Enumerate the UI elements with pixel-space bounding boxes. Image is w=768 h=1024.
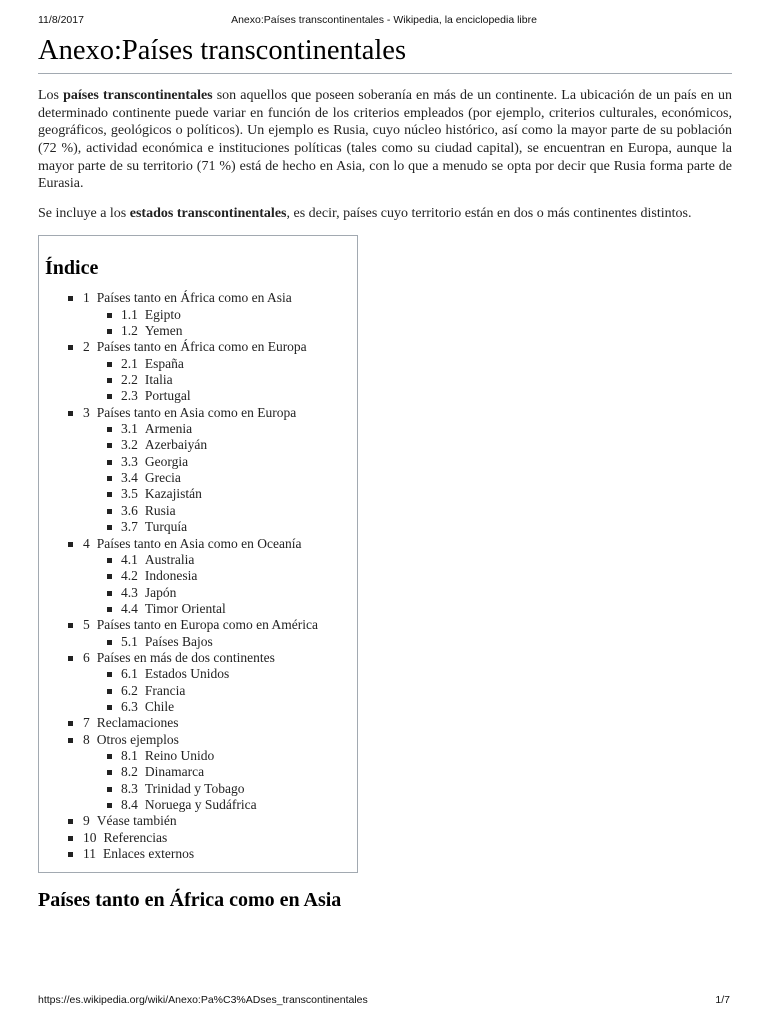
toc-item[interactable]: [39, 536, 357, 618]
toc-subitem[interactable]: [83, 764, 357, 780]
print-page-number: 1/7: [715, 994, 730, 1006]
toc-subitem-link[interactable]: Timor Oriental: [144, 600, 226, 616]
toc-item-link[interactable]: Países tanto en Asia como en Oceanía: [96, 535, 302, 551]
toc-subitem[interactable]: [83, 748, 357, 764]
toc-item[interactable]: [39, 617, 357, 650]
intro-text-start: Los: [38, 88, 64, 104]
print-date: 11/8/2017: [38, 14, 84, 26]
toc-sublist: [83, 666, 357, 715]
toc-item-link[interactable]: Países tanto en África como en Asia: [96, 290, 292, 306]
toc-item[interactable]: [39, 830, 357, 846]
toc-sublist: [83, 748, 357, 813]
table-of-contents: [38, 235, 358, 873]
toc-subitem-link[interactable]: Indonesia: [144, 568, 198, 584]
toc-subitem[interactable]: [83, 699, 357, 715]
toc-subitem-link[interactable]: Japón: [144, 584, 177, 600]
toc-subitem[interactable]: [83, 356, 357, 372]
toc-item-number: 7: [83, 715, 90, 731]
toc-sublist: [83, 307, 357, 340]
toc-subitem[interactable]: [83, 437, 357, 453]
toc-subitem-number: 4.4: [121, 600, 138, 616]
toc-sublist: [83, 421, 357, 535]
intro-bold-term: países transcontinentales: [63, 88, 213, 104]
toc-subitem-link[interactable]: Azerbaiyán: [144, 437, 208, 453]
toc-subitem-link[interactable]: Países Bajos: [144, 633, 213, 649]
toc-item-link[interactable]: Países tanto en Europa como en América: [96, 617, 318, 633]
toc-subitem-number: 1.1: [121, 306, 138, 322]
toc-subitem-number: 3.1: [121, 421, 138, 437]
toc-subitem-link[interactable]: Estados Unidos: [144, 666, 230, 682]
toc-subitem-number: 2.1: [121, 355, 138, 371]
toc-item[interactable]: [39, 650, 357, 715]
toc-subitem[interactable]: [83, 683, 357, 699]
toc-item-number: 5: [83, 617, 90, 633]
toc-subitem[interactable]: [83, 470, 357, 486]
toc-subitem-link[interactable]: Trinidad y Tobago: [144, 780, 245, 796]
toc-item[interactable]: [39, 732, 357, 814]
toc-subitem-number: 8.2: [121, 764, 138, 780]
toc-item[interactable]: [39, 405, 357, 536]
toc-subitem-link[interactable]: Portugal: [144, 388, 191, 404]
toc-item[interactable]: [39, 813, 357, 829]
toc-subitem[interactable]: [83, 601, 357, 617]
intro-paragraph: [38, 87, 732, 193]
toc-item[interactable]: [39, 846, 357, 862]
toc-subitem[interactable]: [83, 585, 357, 601]
toc-subitem-link[interactable]: Noruega y Sudáfrica: [144, 797, 257, 812]
toc-subitem-number: 8.4: [121, 797, 138, 812]
second-text-start: Se incluye a los: [38, 205, 130, 221]
toc-subitem[interactable]: [83, 503, 357, 519]
toc-subitem[interactable]: [83, 568, 357, 584]
toc-subitem[interactable]: [83, 797, 357, 813]
toc-subitem[interactable]: [83, 781, 357, 797]
toc-item-number: 9: [83, 813, 90, 829]
print-url: https://es.wikipedia.org/wiki/Anexo:Pa%C3%ADses_transcontinentales: [38, 994, 368, 1006]
article-content: [38, 34, 732, 912]
toc-subitem-number: 4.3: [121, 584, 138, 600]
toc-subitem[interactable]: [83, 454, 357, 470]
toc-subitem[interactable]: [83, 421, 357, 437]
toc-subitem-link[interactable]: Armenia: [144, 421, 193, 437]
toc-subitem-link[interactable]: Georgia: [144, 453, 189, 469]
toc-subitem-number: 4.1: [121, 551, 138, 567]
toc-item-number: 10: [83, 829, 97, 845]
second-text-end: , es decir, países cuyo territorio están en dos o más continentes distintos.: [286, 205, 692, 221]
toc-item-link[interactable]: Véase también: [96, 813, 177, 829]
toc-subitem[interactable]: [83, 307, 357, 323]
toc-item-link[interactable]: Referencias: [103, 829, 168, 845]
toc-sublist: [83, 356, 357, 405]
toc-item-number: 8: [83, 731, 90, 747]
toc-subitem[interactable]: [83, 634, 357, 650]
toc-subitem-link[interactable]: Reino Unido: [144, 747, 215, 763]
toc-list: [39, 290, 357, 862]
toc-title: Índice: [45, 257, 99, 280]
toc-subitem-number: 8.1: [121, 747, 138, 763]
toc-sublist: [83, 552, 357, 617]
second-bold-term: estados transcontinentales: [129, 205, 287, 221]
toc-subitem[interactable]: [83, 666, 357, 682]
toc-subitem-number: 1.2: [121, 323, 138, 339]
toc-item-link[interactable]: Países tanto en África como en Europa: [96, 339, 307, 355]
toc-subitem-number: 3.3: [121, 453, 138, 469]
toc-item-number: 11: [83, 846, 96, 862]
toc-item-link[interactable]: Enlaces externos: [103, 846, 195, 862]
toc-subitem-link[interactable]: Kazajistán: [144, 486, 202, 502]
page-title: Anexo:Países transcontinentales: [38, 34, 732, 74]
toc-subitem-link[interactable]: Turquía: [144, 519, 188, 535]
toc-subitem[interactable]: [83, 552, 357, 568]
toc-item[interactable]: [39, 290, 357, 339]
print-header: [38, 14, 730, 28]
toc-subitem-link[interactable]: Dinamarca: [144, 764, 205, 780]
toc-subitem-number: 6.1: [121, 666, 138, 682]
toc-item-number: 2: [83, 339, 90, 355]
toc-subitem-number: 2.3: [121, 388, 138, 404]
toc-item-link[interactable]: Países tanto en Asia como en Europa: [96, 404, 297, 420]
toc-item-number: 6: [83, 649, 90, 665]
toc-subitem-number: 4.2: [121, 568, 138, 584]
print-footer: [38, 994, 730, 1008]
toc-item[interactable]: [39, 715, 357, 731]
toc-subitem-number: 3.7: [121, 519, 138, 535]
second-paragraph: [38, 205, 732, 223]
toc-subitem[interactable]: [83, 486, 357, 502]
intro-text-end: son aquellos que poseen soberanía en más de un continente. La ubicación de un país en un determinado continente puede variar en función de los criterios empleados (por ejemplo, criterios culturales, económicos, geográficos, geológicos o políticos). Un ejemplo es Rusia, cuyo núcleo histórico, así como la mayor parte de su población (72 %), actividad económica e instituciones políticas (tales como su ciudad capital), se encuentran en Europa, aunque la mayor parte de su territorio (71 %) está de hecho en Asia, con lo que a menudo se opta por decir que Rusia forma parte de Eurasia.: [38, 88, 732, 192]
toc-item-number: 4: [83, 535, 90, 551]
toc-item-link[interactable]: Países en más de dos continentes: [96, 649, 275, 665]
section-heading: Países tanto en África como en Asia: [38, 889, 342, 912]
toc-subitem-number: 3.5: [121, 486, 138, 502]
toc-subitem-link[interactable]: Grecia: [144, 470, 181, 486]
toc-item-link[interactable]: Otros ejemplos: [96, 731, 179, 747]
toc-subitem-link[interactable]: Yemen: [144, 323, 183, 339]
toc-subitem-link[interactable]: Rusia: [144, 502, 176, 518]
toc-subitem[interactable]: [83, 372, 357, 388]
toc-subitem-number: 3.2: [121, 437, 138, 453]
toc-subitem-number: 6.2: [121, 682, 138, 698]
toc-subitem-link[interactable]: Egipto: [144, 306, 181, 322]
toc-subitem[interactable]: [83, 388, 357, 404]
toc-subitem-number: 8.3: [121, 780, 138, 796]
toc-subitem-number: 3.4: [121, 470, 138, 486]
toc-item[interactable]: [39, 339, 357, 404]
toc-item-link[interactable]: Reclamaciones: [96, 715, 179, 731]
print-page-title: Anexo:Países transcontinentales - Wikipedia, la enciclopedia libre: [231, 14, 537, 26]
toc-subitem[interactable]: [83, 519, 357, 535]
toc-subitem-number: 2.2: [121, 372, 138, 388]
toc-subitem[interactable]: [83, 323, 357, 339]
toc-sublist: [83, 634, 357, 650]
toc-subitem-link[interactable]: Chile: [144, 698, 175, 714]
toc-subitem-link[interactable]: Francia: [144, 682, 186, 698]
toc-subitem-number: 5.1: [121, 633, 138, 649]
toc-subitem-number: 6.3: [121, 698, 138, 714]
toc-item-number: 3: [83, 404, 90, 420]
toc-subitem-link[interactable]: Italia: [144, 372, 173, 388]
toc-subitem-number: 3.6: [121, 502, 138, 518]
toc-item-number: 1: [83, 290, 90, 306]
toc-subitem-link[interactable]: Australia: [144, 551, 195, 567]
toc-subitem-link[interactable]: España: [144, 355, 184, 371]
